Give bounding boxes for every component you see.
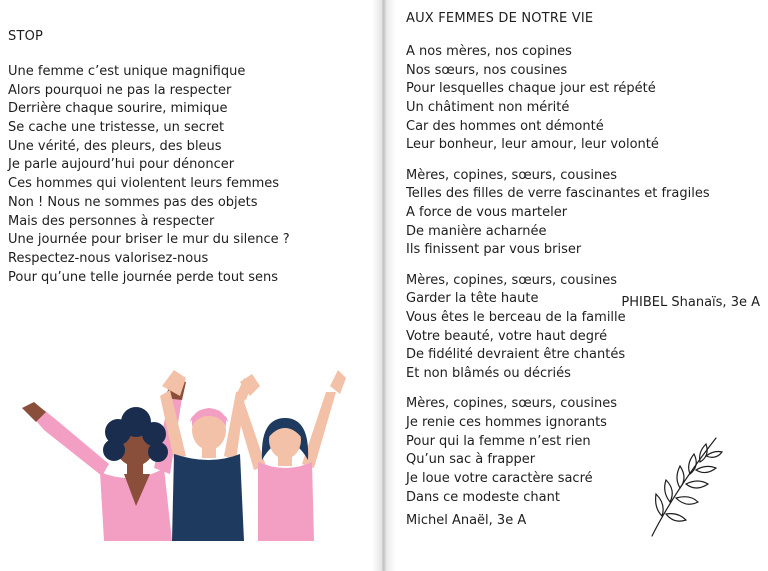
poem-line: Je parle aujourd’hui pour dénoncer — [8, 157, 235, 173]
poem-line: Respectez-nous valorisez-nous — [8, 250, 209, 266]
poem-title-aux-femmes: AUX FEMMES DE NOTRE VIE — [406, 11, 594, 26]
poem-line: Une vérité, des pleurs, des bleus — [8, 138, 222, 154]
poem-line: Vous êtes le berceau de la famille — [406, 309, 626, 325]
poem-line: De manière acharnée — [406, 223, 547, 239]
poem-line: Mais des personnes à respecter — [8, 213, 215, 229]
poem-line: Pour lesquelles chaque jour est répété — [406, 81, 656, 97]
poem-line: Mères, copines, sœurs, cousines — [406, 167, 617, 183]
poem-line: Pour qui la femme n’est rien — [406, 433, 591, 449]
poem-line: Mères, copines, sœurs, cousines — [406, 272, 617, 288]
poem-line: A force de vous marteler — [406, 205, 568, 220]
poem-line: Votre beauté, votre haut degré — [406, 328, 608, 344]
poem-line: Mères, copines, sœurs, cousines — [406, 396, 617, 412]
poem-line: Un châtiment non mérité — [406, 100, 570, 116]
poem-line: A nos mères, nos copines — [406, 44, 572, 59]
poem-line: Pour qu’une telle journée perde tout sens — [8, 269, 279, 285]
poem-line: Se cache une tristesse, un secret — [8, 120, 225, 136]
poem-line: De fidélité devraient être chantés — [406, 347, 626, 363]
poem-line: Qu’un sac à frapper — [406, 452, 536, 468]
women-illustration — [14, 356, 354, 541]
poem-stop-lines — [8, 63, 290, 287]
poem-line: Une femme c’est unique magnifique — [8, 64, 246, 79]
poem-line: Dans ce modeste chant — [406, 489, 560, 505]
poem-signature-aux-femmes: Michel Anaël, 3e A — [406, 513, 527, 528]
poem-line: Telles des filles de verre fascinantes et fragiles — [406, 186, 710, 202]
stanza — [406, 272, 710, 384]
poem-line: Car des hommes ont démonté — [406, 118, 604, 134]
poem-line: Garder la tête haute — [406, 291, 539, 307]
leaf-sprig-icon — [644, 432, 724, 542]
stanza — [406, 167, 710, 260]
poem-line: Alors pourquoi ne pas la respecter — [8, 82, 232, 98]
poem-line: Je loue votre caractère sacré — [406, 470, 593, 486]
poem-line: Ces hommes qui violentent leurs femmes — [8, 176, 280, 192]
stanza — [406, 43, 710, 155]
woman-right-figure — [234, 370, 346, 541]
poem-line: Leur bonheur, leur amour, leur volonté — [406, 137, 659, 153]
poem-line: Et non blâmés ou décriés — [406, 366, 571, 381]
woman-left-figure — [22, 378, 186, 541]
poem-signature-stop: PHIBEL Shanaïs, 3e A — [621, 295, 760, 310]
poem-line: Une journée pour briser le mur du silence ? — [8, 232, 290, 248]
poem-title-stop: STOP — [8, 29, 44, 44]
poem-line: Ils finissent par vous briser — [406, 242, 582, 258]
poem-line: Derrière chaque sourire, mimique — [8, 101, 228, 117]
poem-line: Je renie ces hommes ignorants — [406, 414, 607, 430]
poem-line: Non ! Nous ne sommes pas des objets — [8, 194, 258, 210]
poem-line: Nos sœurs, nos cousines — [406, 62, 568, 78]
